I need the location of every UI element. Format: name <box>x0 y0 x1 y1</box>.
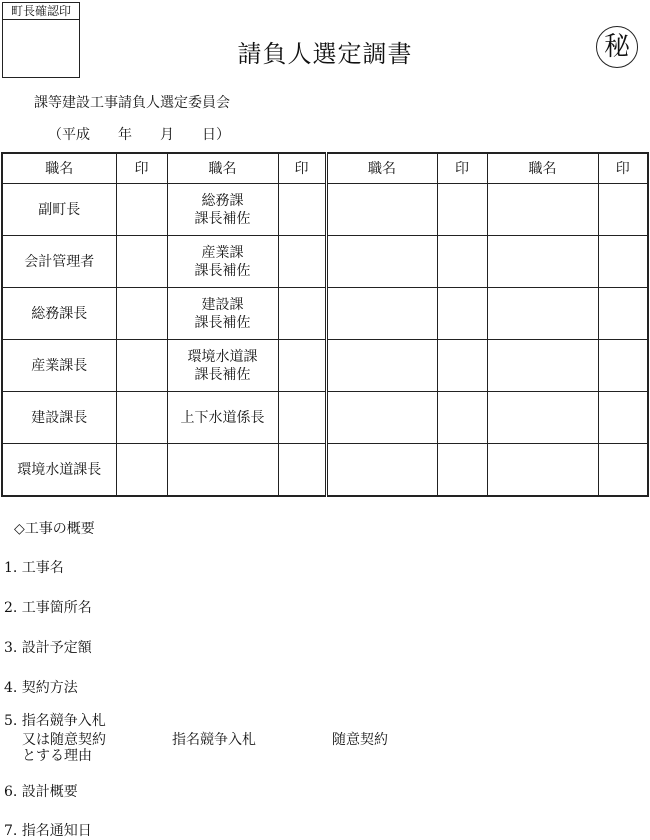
option-designated-bidding: 指名競争入札 <box>172 732 256 748</box>
committee-name: 課等建設工事請負人選定委員会 <box>34 95 230 111</box>
position-cell <box>326 184 437 236</box>
seal-cell <box>116 184 167 236</box>
seal-cell <box>116 236 167 288</box>
item-construction-name: 1. 工事名 <box>4 560 64 576</box>
position-cell <box>487 444 598 497</box>
position-cell <box>167 288 278 340</box>
position-cell <box>326 444 437 497</box>
position-cell <box>167 236 278 288</box>
item-estimated-cost: 3. 設計予定額 <box>4 640 92 656</box>
header-seal-3: 印 <box>437 153 487 184</box>
seal-cell <box>437 184 487 236</box>
approval-table <box>1 152 649 497</box>
table-row <box>2 340 648 392</box>
position-cell <box>326 392 437 444</box>
table-row <box>2 236 648 288</box>
item-selection-reason: 5. 指名競争入札 <box>4 713 106 729</box>
seal-cell <box>598 444 648 497</box>
position-cell: 会計管理者 <box>2 236 116 288</box>
seal-cell <box>437 236 487 288</box>
position-line: 課長補佐 <box>194 366 251 383</box>
position-cell: 副町長 <box>2 184 116 236</box>
position-line: 課長補佐 <box>194 262 251 279</box>
position-cell <box>167 184 278 236</box>
seal-cell <box>437 392 487 444</box>
position-cell <box>167 444 278 497</box>
position-line: 建設課 <box>201 296 244 313</box>
header-title-4: 職名 <box>487 153 598 184</box>
seal-cell <box>598 184 648 236</box>
seal-cell <box>116 444 167 497</box>
item-contract-method: 4. 契約方法 <box>4 680 78 696</box>
table-row <box>2 392 648 444</box>
position-cell <box>487 184 598 236</box>
header-title-3: 職名 <box>326 153 437 184</box>
seal-cell <box>598 340 648 392</box>
position-cell: 建設課長 <box>2 392 116 444</box>
position-line: 課長補佐 <box>194 314 251 331</box>
header-title-1: 職名 <box>2 153 116 184</box>
seal-cell <box>598 236 648 288</box>
position-line: 産業課 <box>201 244 244 261</box>
date-line: （平成 年 月 日） <box>48 127 230 143</box>
secret-mark: 秘 <box>596 26 638 68</box>
header-seal-4: 印 <box>598 153 648 184</box>
item-reason-subline-1: 又は随意契約 <box>22 732 106 748</box>
position-cell: 環境水道課長 <box>2 444 116 497</box>
position-cell <box>326 340 437 392</box>
item-construction-site: 2. 工事箇所名 <box>4 600 92 616</box>
overview-heading: ◇工事の概要 <box>14 521 95 537</box>
table-row <box>2 288 648 340</box>
seal-cell <box>598 392 648 444</box>
table-row <box>2 184 648 236</box>
seal-cell <box>278 340 326 392</box>
position-cell: 上下水道係長 <box>167 392 278 444</box>
seal-cell <box>278 288 326 340</box>
option-negotiated-contract: 随意契約 <box>332 732 388 748</box>
seal-cell <box>278 444 326 497</box>
position-cell <box>487 236 598 288</box>
position-line: 総務課 <box>201 192 244 209</box>
seal-cell <box>278 236 326 288</box>
position-cell: 産業課長 <box>2 340 116 392</box>
position-cell <box>487 340 598 392</box>
position-line: 環境水道課 <box>187 348 258 365</box>
seal-cell <box>116 340 167 392</box>
position-cell: 総務課長 <box>2 288 116 340</box>
seal-cell <box>437 444 487 497</box>
seal-cell <box>598 288 648 340</box>
seal-cell <box>278 184 326 236</box>
position-cell <box>167 340 278 392</box>
seal-cell <box>278 392 326 444</box>
item-notice-date: 7. 指名通知日 <box>4 823 92 839</box>
position-cell <box>487 392 598 444</box>
stamp-label: 町長確認印 <box>3 3 79 20</box>
table-header-row <box>2 153 648 184</box>
seal-cell <box>437 288 487 340</box>
document-title: 請負人選定調書 <box>237 40 413 68</box>
seal-cell <box>116 288 167 340</box>
item-design-overview: 6. 設計概要 <box>4 784 78 800</box>
table-row <box>2 444 648 497</box>
position-cell <box>487 288 598 340</box>
seal-cell <box>437 340 487 392</box>
header-seal-1: 印 <box>116 153 167 184</box>
header-title-2: 職名 <box>167 153 278 184</box>
header-seal-2: 印 <box>278 153 326 184</box>
item-reason-subline-2: とする理由 <box>22 748 92 764</box>
position-cell <box>326 236 437 288</box>
seal-cell <box>116 392 167 444</box>
position-line: 課長補佐 <box>194 210 251 227</box>
position-cell <box>326 288 437 340</box>
